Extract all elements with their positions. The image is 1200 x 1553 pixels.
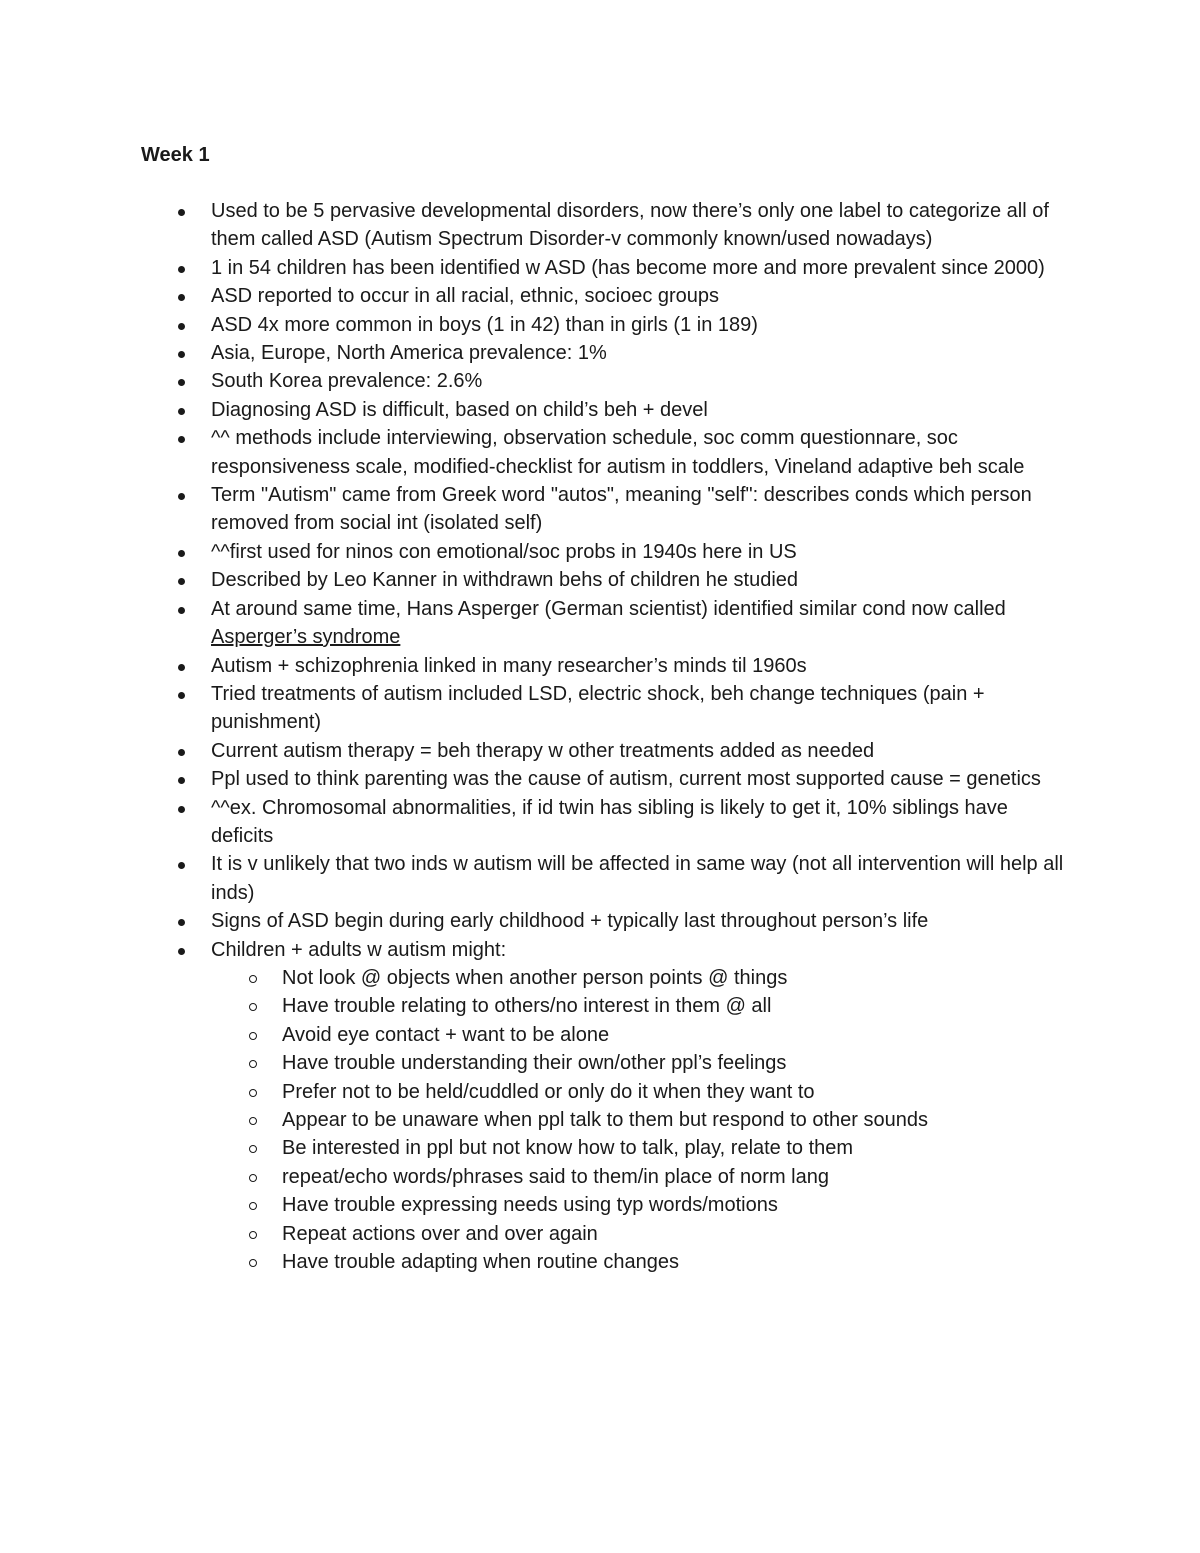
list-item <box>0 652 1071 680</box>
list-item <box>0 794 1071 851</box>
bullet-icon <box>178 578 185 585</box>
page-title: Week 1 <box>141 144 210 166</box>
list-item <box>0 424 1071 481</box>
list-item-text: Tried treatments of autism included LSD, electric shock, beh change techniques (pain + punishment) <box>211 682 985 734</box>
bullet-icon <box>178 294 185 301</box>
sub-list-item-text: Be interested in ppl but not know how to talk, play, relate to them <box>282 1137 854 1160</box>
list-item-text: ASD 4x more common in boys (1 in 42) than in girls (1 in 189) <box>211 313 758 336</box>
sub-list-item <box>211 964 1071 992</box>
list-item <box>0 680 1071 737</box>
list-item <box>0 907 1071 935</box>
list-item <box>0 197 1071 254</box>
hollow-bullet-icon <box>249 1032 257 1040</box>
list-item-text: Ppl used to think parenting was the cause of autism, current most supported cause = genetics <box>211 768 1041 791</box>
list-item-text: ^^first used for ninos con emotional/soc probs in 1940s here in US <box>211 540 797 563</box>
list-item <box>0 765 1071 793</box>
sub-list-item <box>211 992 1071 1020</box>
bullet-icon <box>178 607 185 614</box>
list-item <box>0 566 1071 594</box>
sub-list-item <box>211 1021 1071 1049</box>
list-item <box>0 367 1071 395</box>
list-item-text: At around same time, Hans Asperger (German scientist) identified similar cond now called <box>211 597 1006 620</box>
sub-list-item-text: repeat/echo words/phrases said to them/in place of norm lang <box>282 1165 829 1188</box>
list-item <box>0 254 1071 282</box>
list-item <box>0 850 1071 907</box>
hollow-bullet-icon <box>249 1003 257 1011</box>
bullet-icon <box>178 806 185 813</box>
hollow-bullet-icon <box>249 1060 257 1068</box>
list-item-text: Autism + schizophrenia linked in many researcher’s minds til 1960s <box>211 654 807 677</box>
sub-list-item <box>211 1163 1071 1191</box>
sub-list-item-text: Have trouble expressing needs using typ words/motions <box>282 1194 778 1217</box>
hollow-bullet-icon <box>249 1259 257 1267</box>
bullet-icon <box>178 209 185 216</box>
bullet-icon <box>178 550 185 557</box>
list-item <box>0 481 1071 538</box>
bullet-icon <box>178 664 185 671</box>
list-item <box>0 282 1071 310</box>
bullet-icon <box>178 919 185 926</box>
list-item-text: Current autism therapy = beh therapy w other treatments added as needed <box>211 739 875 762</box>
sub-list-item-text: Avoid eye contact + want to be alone <box>282 1023 610 1046</box>
bullet-icon <box>178 323 185 330</box>
list-item-text: Term "Autism" came from Greek word "autos", meaning "self": describes conds which person removed from social int (isolated self) <box>211 484 1032 535</box>
list-item <box>0 538 1071 566</box>
hollow-bullet-icon <box>249 975 257 983</box>
list-item-text: Used to be 5 pervasive developmental disorders, now there’s only one label to categorize all of them called ASD (Autism Spectrum Disorder-v commonly known/used nowadays) <box>211 200 1049 251</box>
bullet-icon <box>178 351 185 358</box>
bullet-icon <box>178 777 185 784</box>
bullet-icon <box>178 266 185 273</box>
bullet-icon <box>178 692 185 699</box>
sub-list-item-text: Appear to be unaware when ppl talk to them but respond to other sounds <box>282 1109 928 1131</box>
sub-bullet-list <box>211 964 1071 1276</box>
bullet-list <box>0 197 1200 1276</box>
list-item-text: ^^ methods include interviewing, observation schedule, soc comm questionnare, soc responsiveness scale, modified-checklist for autism in toddlers, Vineland adaptive beh scale <box>211 427 1025 478</box>
bullet-icon <box>178 379 185 386</box>
list-item-text: Diagnosing ASD is difficult, based on child’s beh + devel <box>211 398 708 421</box>
list-item-text: ^^ex. Chromosomal abnormalities, if id twin has sibling is likely to get it, 10% siblings have deficits <box>211 796 1008 847</box>
hollow-bullet-icon <box>249 1231 257 1239</box>
list-item <box>0 737 1071 765</box>
list-item-text: Children + adults w autism might: <box>211 938 507 961</box>
bullet-icon <box>178 493 185 500</box>
list-item <box>0 396 1071 424</box>
hollow-bullet-icon <box>249 1089 257 1097</box>
list-item-text: ASD reported to occur in all racial, ethnic, socioec groups <box>211 285 720 308</box>
sub-list-item <box>211 1248 1071 1276</box>
list-item-text: It is v unlikely that two inds w autism will be affected in same way (not all intervention will help all inds) <box>211 853 1064 904</box>
list-item <box>0 595 1071 652</box>
sub-list-item <box>211 1134 1071 1162</box>
hollow-bullet-icon <box>249 1117 257 1125</box>
list-item <box>0 311 1071 339</box>
list-item <box>0 936 1071 1277</box>
list-item-text: South Korea prevalence: 2.6% <box>211 370 483 393</box>
list-item-text: Signs of ASD begin during early childhood + typically last throughout person’s life <box>211 910 929 933</box>
sub-list-item-text: Have trouble understanding their own/other ppl’s feelings <box>282 1052 787 1075</box>
list-item-text: Described by Leo Kanner in withdrawn behs of children he studied <box>211 569 799 592</box>
hollow-bullet-icon <box>249 1202 257 1210</box>
hollow-bullet-icon <box>249 1145 257 1153</box>
list-item <box>0 339 1071 367</box>
list-item-text: Asia, Europe, North America prevalence: 1% <box>211 342 607 365</box>
bullet-icon <box>178 436 185 443</box>
sub-list-item <box>211 1049 1071 1077</box>
sub-list-item-text: Have trouble adapting when routine changes <box>282 1251 679 1274</box>
sub-list-item-text: Have trouble relating to others/no interest in them @ all <box>282 995 772 1018</box>
list-item-text: 1 in 54 children has been identified w ASD (has become more and more prevalent since 2000) <box>211 256 1045 279</box>
sub-list-item <box>211 1106 1071 1134</box>
sub-list-item-text: Prefer not to be held/cuddled or only do it when they want to <box>282 1080 815 1103</box>
sub-list-item <box>211 1078 1071 1106</box>
sub-list-item <box>211 1220 1071 1248</box>
bullet-icon <box>178 408 185 415</box>
sub-list-item <box>211 1191 1071 1219</box>
bullet-icon <box>178 862 185 869</box>
bullet-icon <box>178 948 185 955</box>
sub-list-item-text: Not look @ objects when another person points @ things <box>282 966 788 989</box>
sub-list-item-text: Repeat actions over and over again <box>282 1222 598 1245</box>
hollow-bullet-icon <box>249 1174 257 1182</box>
aspergers-syndrome-link[interactable]: Asperger’s syndrome <box>211 626 401 649</box>
bullet-icon <box>178 749 185 756</box>
